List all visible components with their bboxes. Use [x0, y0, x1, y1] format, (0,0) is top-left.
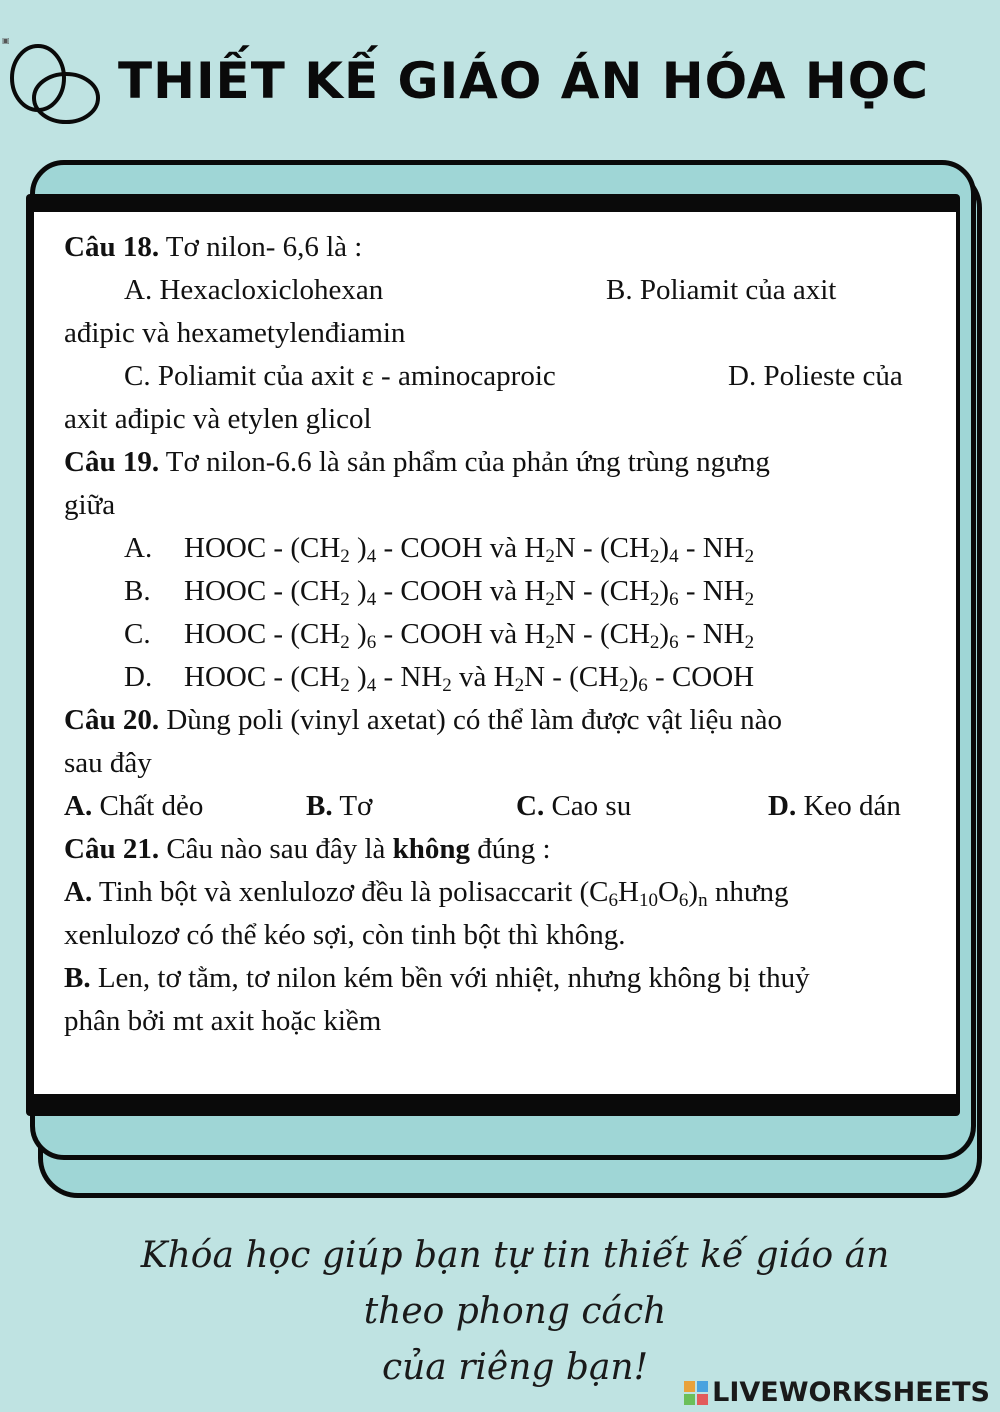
q19-option: [64, 570, 932, 613]
question-18: Câu 18. Tơ nilon- 6,6 là :: [64, 231, 363, 263]
liveworksheets-icon: [684, 1381, 708, 1405]
q19-option-formula: HOOC - ($CH_2$ )$_6$ - COOH và $H_2N - (CH_2)_6 - NH_2$: [184, 618, 755, 653]
q18-option-d-cont: axit ađipic và etylen glicol: [64, 403, 372, 435]
page-title: THIẾT KẾ GIÁO ÁN HÓA HỌC: [118, 52, 929, 110]
question-19: Câu 19. Tơ nilon-6.6 là sản phẩm của phản ứng trùng ngưng: [64, 446, 770, 478]
question-20: Câu 20. Dùng poli (vinyl axetat) có thể làm được vật liệu nào: [64, 704, 783, 736]
q19-option-formula: HOOC - ($CH_2$ )$_4$ - COOH và $H_2N - (CH_2)_4 - NH_2$: [184, 532, 755, 567]
q18-option-b: B. Poliamit của axit: [606, 274, 837, 306]
q19-option-formula: HOOC - ($CH_2$ )$_4$ - COOH và $H_2N - (CH_2)_6 - NH_2$: [184, 575, 755, 610]
q18-option-d: D. Polieste của: [728, 360, 903, 392]
question-19-cont: giữa: [64, 489, 116, 521]
q18-options-ab: [64, 269, 932, 312]
question-21: Câu 21. Câu nào sau đây là không đúng :: [64, 833, 551, 865]
q19-options: [64, 527, 932, 699]
q20-option-b: B. Tơ: [306, 790, 373, 822]
q19-option: [64, 656, 932, 699]
worksheet-content: [34, 212, 956, 1094]
corner-mark: ▣: [2, 36, 10, 45]
logo-rings-icon: [6, 30, 102, 130]
tagline-line-2: của riêng bạn!: [381, 1347, 649, 1388]
question-20-cont: sau đây: [64, 747, 152, 779]
q18-option-b-cont: ađipic và hexametylenđiamin: [64, 317, 406, 349]
q20-option-c: C. Cao su: [516, 790, 632, 822]
q21-option-a-cont: xenlulozơ có thể kéo sợi, còn tinh bột thì không.: [64, 919, 626, 951]
q19-option: [64, 613, 932, 656]
tagline: [100, 1228, 930, 1396]
q20-option-a: A. Chất dẻo: [64, 790, 204, 822]
tagline-line-1: Khóa học giúp bạn tự tin thiết kế giáo án theo phong cách: [140, 1235, 890, 1332]
q18-option-c: C. Poliamit của axit ε - aminocaproic: [124, 360, 556, 392]
q18-option-a: A. Hexacloxiclohexan: [124, 274, 384, 306]
q21-option-b-cont: phân bởi mt axit hoặc kiềm: [64, 1005, 382, 1037]
q19-option-label: D.: [124, 661, 153, 693]
q20-option-d: D. Keo dán: [768, 790, 901, 822]
q19-option-label: B.: [124, 575, 151, 607]
q21-option-a: A. Tinh bột và xenlulozơ đều là polisaccarit $(C_6H_{10}O_6)_n$ nhưng: [64, 876, 789, 911]
q19-option-label: C.: [124, 618, 151, 650]
q19-option: [64, 527, 932, 570]
q19-option-formula: HOOC - ($CH_2$ )$_4 - NH_2$ và $H_2N - (CH_2)_6$ - COOH: [184, 661, 755, 696]
q18-options-cd: [64, 355, 932, 398]
q19-option-label: A.: [124, 532, 153, 564]
brand-name: LIVEWORKSHEETS: [712, 1377, 990, 1408]
brand-logo: [684, 1377, 990, 1408]
q20-options: [64, 785, 932, 828]
q21-option-b: B. Len, tơ tằm, tơ nilon kém bền với nhiệt, nhưng không bị thuỷ: [64, 962, 810, 994]
